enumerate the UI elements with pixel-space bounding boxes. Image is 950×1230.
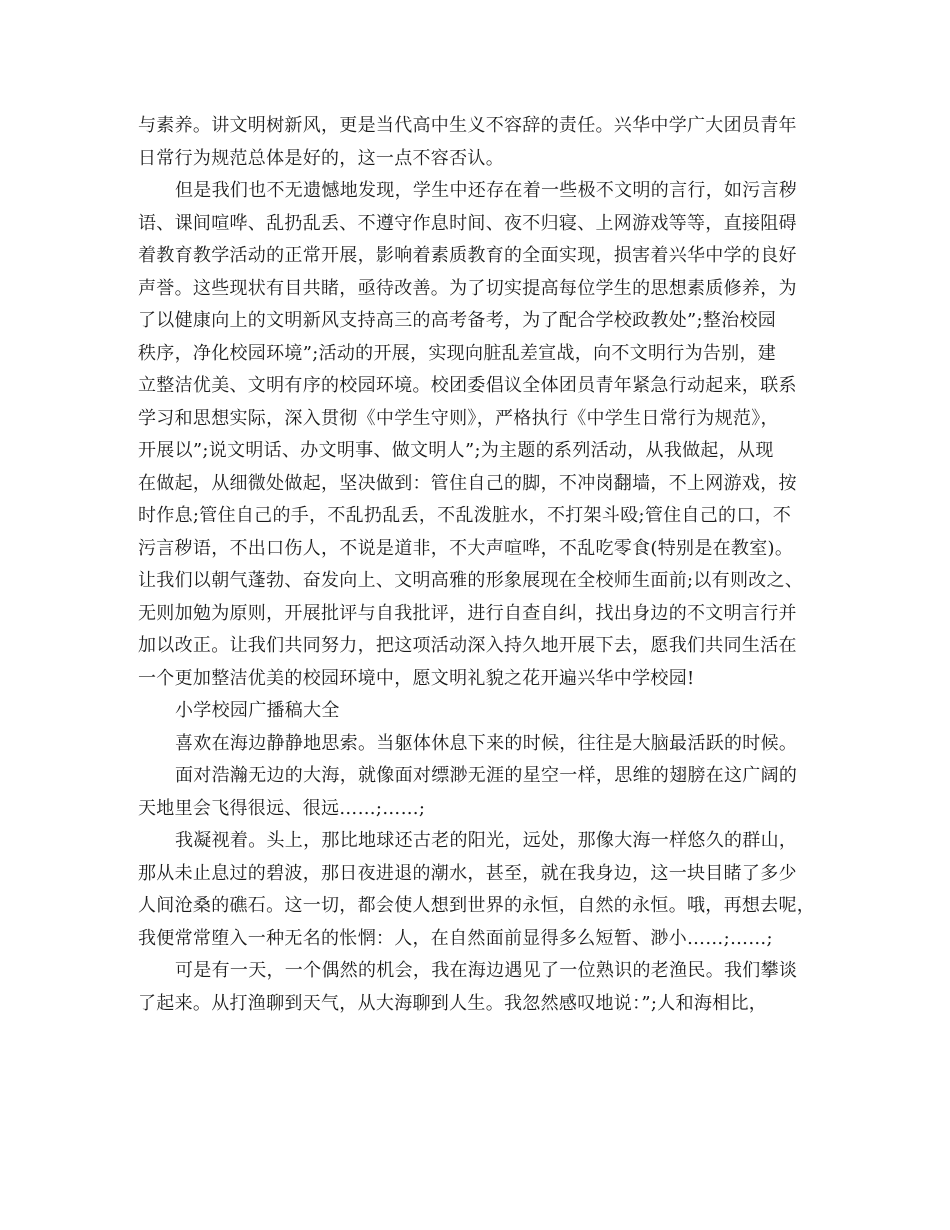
document-body bbox=[138, 110, 818, 1020]
text-line: 语、课间喧哗、乱扔乱丢、不遵守作息时间、夜不归寝、上网游戏等等，直接阻碍 bbox=[138, 212, 797, 234]
text-line: 加以改正。让我们共同努力，把这项活动深入持久地开展下去，愿我们共同生活在 bbox=[138, 635, 797, 656]
text-line: 人间沧桑的礁石。这一切，都会使人想到世界的永恒，自然的永恒。哦，再想去呢， bbox=[138, 895, 816, 916]
text-line: 可是有一天，一个偶然的机会，我在海边遇见了一位熟识的老渔民。我们攀谈 bbox=[175, 960, 798, 981]
text-line: 与素养。讲文明树新风，更是当代高中生义不容辞的责任。兴华中学广大团员青年 bbox=[138, 115, 797, 136]
text-line: 我凝视着。头上，那比地球还古老的阳光，远处，那像大海一样悠久的群山， bbox=[175, 830, 798, 851]
text-line: 面对浩瀚无边的大海，就像面对缥渺无涯的星空一样，思维的翅膀在这广阔的 bbox=[175, 765, 798, 786]
text-line: 了以健康向上的文明新风支持高三的高考备考，为了配合学校政教处”;整治校园 bbox=[138, 310, 777, 331]
text-line: 无则加勉为原则，开展批评与自我批评，进行自查自纠，找出身边的不文明言行并 bbox=[138, 602, 797, 624]
text-line: 学习和思想实际，深入贯彻《中学生守则》，严格执行《中学生日常行为规范》， bbox=[138, 407, 779, 429]
text-line: 着教育教学活动的正常开展，影响着素质教育的全面实现，损害着兴华中学的良好 bbox=[138, 245, 797, 266]
text-line: 一个更加整洁优美的校园环境中，愿文明礼貌之花开遍兴华中学校园! bbox=[138, 667, 695, 689]
text-line: 天地里会飞得很远、很远……;……; bbox=[138, 797, 426, 819]
text-line: 但是我们也不无遗憾地发现，学生中还存在着一些极不文明的言行，如污言秽 bbox=[175, 180, 798, 201]
text-line: 污言秽语，不出口伤人，不说是道非，不大声喧哗，不乱吃零食(特别是在教室)。 bbox=[138, 537, 794, 559]
text-line: 时作息;管住自己的手，不乱扔乱丢，不乱泼脏水，不打架斗殴;管住自己的口，不 bbox=[138, 505, 792, 526]
text-line: 秩序，净化校园环境”;活动的开展，实现向脏乱差宣战，向不文明行为告别，建 bbox=[138, 342, 777, 364]
text-line: 在做起，从细微处做起，坚决做到：管住自己的脚，不冲岗翻墙，不上网游戏，按 bbox=[138, 472, 797, 494]
text-line: 喜欢在海边静静地思索。当躯体休息下来的时候，往往是大脑最活跃的时候。 bbox=[175, 732, 798, 754]
text-line: 立整洁优美、文明有序的校园环境。校团委倡议全体团员青年紧急行动起来，联系 bbox=[138, 375, 797, 396]
text-line: 了起来。从打渔聊到天气，从大海聊到人生。我忽然感叹地说：”;人和海相比， bbox=[138, 992, 768, 1014]
text-line: 日常行为规范总体是好的，这一点不容否认。 bbox=[138, 147, 504, 169]
text-line: 那从未止息过的碧波，那日夜进退的潮水，甚至，就在我身边，这一块目睹了多少 bbox=[138, 862, 797, 884]
text-line: 小学校园广播稿大全 bbox=[175, 700, 340, 721]
text-line: 让我们以朝气蓬勃、奋发向上、文明高雅的形象展现在全校师生面前;以有则改之、 bbox=[138, 570, 804, 591]
text-line: 声誉。这些现状有目共睹，亟待改善。为了切实提高每位学生的思想素质修养，为 bbox=[138, 277, 797, 299]
text-line: 我便常常堕入一种无名的怅惘：人，在自然面前显得多么短暂、渺小……;……; bbox=[138, 927, 773, 949]
text-line: 开展以”;说文明话、办文明事、做文明人”;为主题的系列活动，从我做起，从现 bbox=[138, 440, 774, 461]
